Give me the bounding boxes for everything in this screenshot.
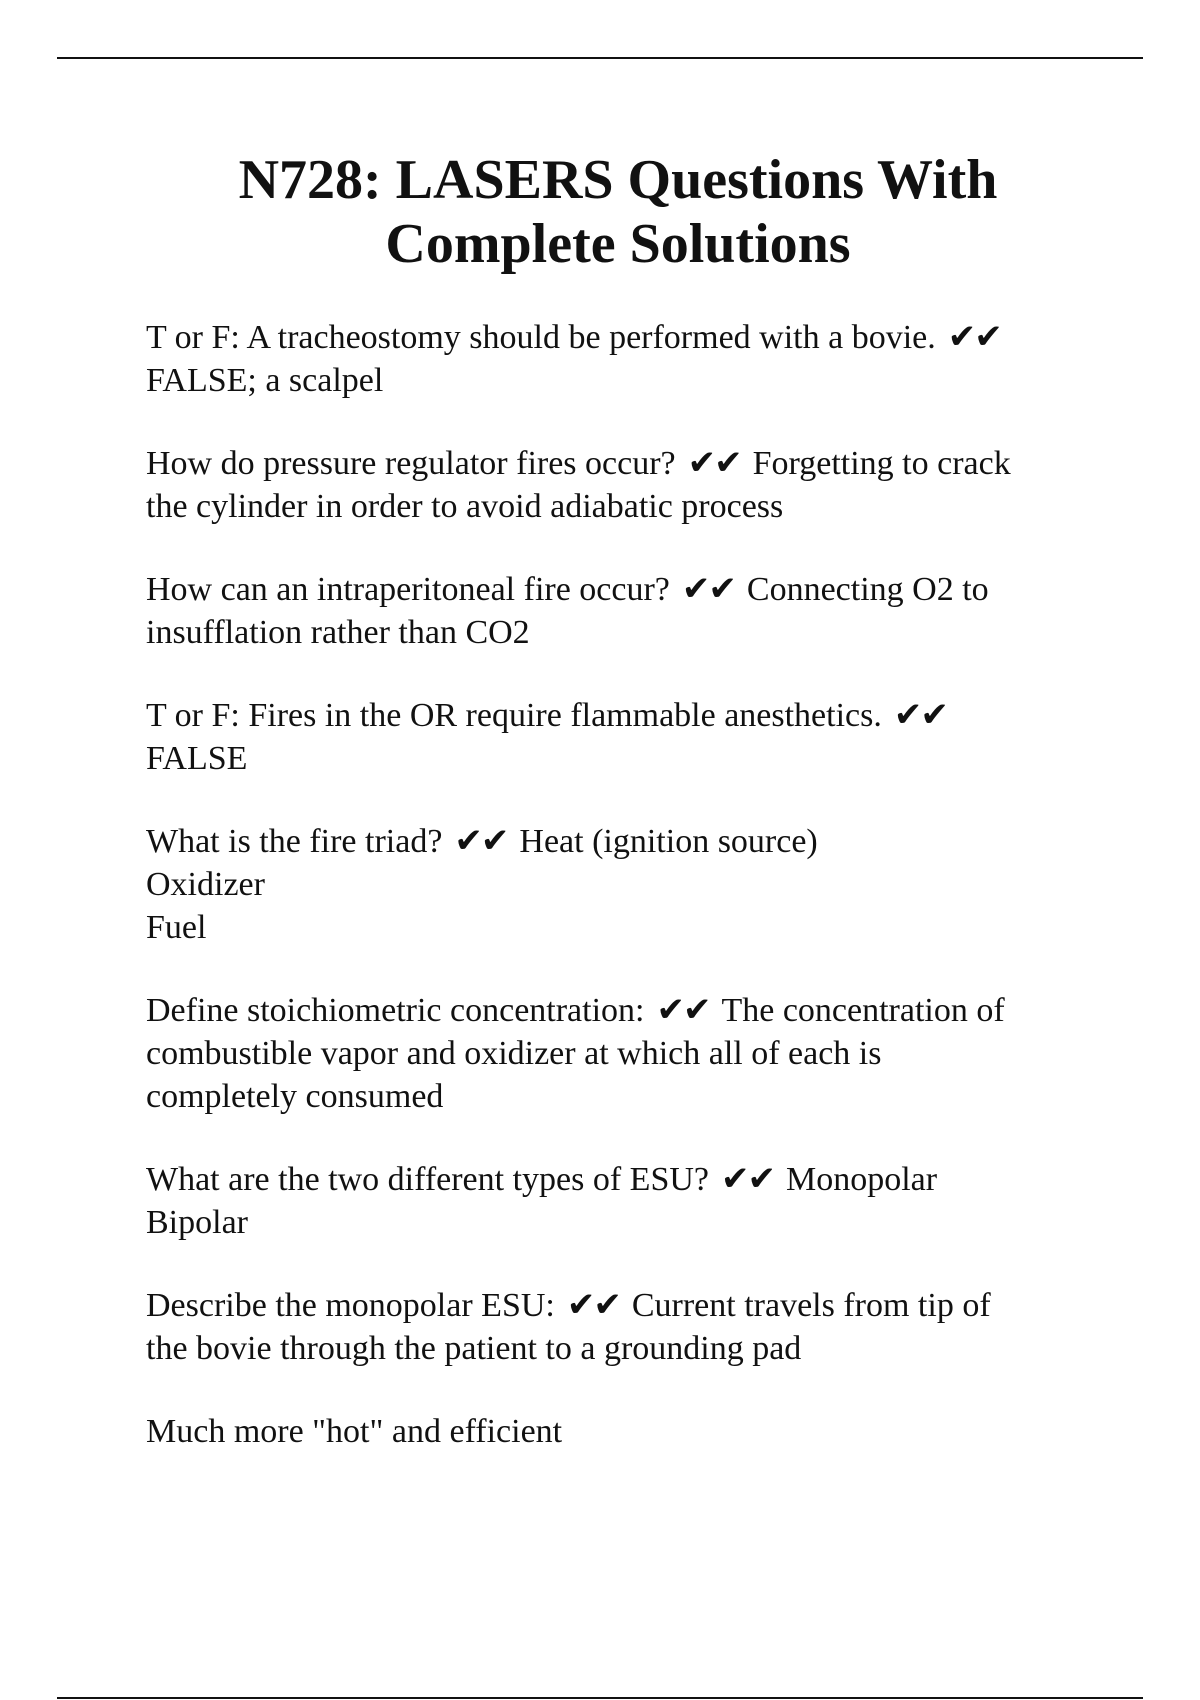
- answer-text: the bovie through the patient to a grounding pad: [146, 1330, 802, 1367]
- question-text: How can an intraperitoneal fire occur?: [146, 571, 670, 608]
- check-icon: ✔✔: [454, 823, 508, 860]
- qa-item-5: [146, 820, 1106, 949]
- check-icon: ✔✔: [681, 571, 735, 608]
- answer-text: combustible vapor and oxidizer at which all of each is: [146, 1035, 882, 1072]
- answer-text: completely consumed: [146, 1078, 444, 1115]
- qa-item-6: [146, 989, 1106, 1118]
- answer-text: Fuel: [146, 909, 207, 946]
- question-text: T or F: Fires in the OR require flammable anesthetics.: [146, 697, 882, 734]
- document-title: [150, 148, 1086, 276]
- answer-text: Connecting O2 to: [746, 571, 989, 608]
- check-icon: ✔✔: [947, 319, 1001, 356]
- qa-item-7: [146, 1158, 1106, 1244]
- qa-item-3: [146, 568, 1106, 654]
- answer-text: Heat (ignition source): [519, 823, 818, 860]
- question-text: Define stoichiometric concentration:: [146, 992, 645, 1029]
- bottom-rule: [57, 1697, 1143, 1699]
- qa-list: [146, 316, 1106, 1493]
- check-icon: ✔✔: [687, 445, 741, 482]
- question-text: How do pressure regulator fires occur?: [146, 445, 676, 482]
- answer-text: Bipolar: [146, 1204, 248, 1241]
- answer-text: Oxidizer: [146, 866, 265, 903]
- answer-text: Current travels from tip of: [631, 1287, 991, 1324]
- qa-item-1: [146, 316, 1106, 402]
- answer-text: FALSE; a scalpel: [146, 362, 384, 399]
- question-text: What are the two different types of ESU?: [146, 1161, 710, 1198]
- question-text: Describe the monopolar ESU:: [146, 1287, 555, 1324]
- check-icon: ✔✔: [893, 697, 947, 734]
- question-text: What is the fire triad?: [146, 823, 443, 860]
- answer-text: The concentration of: [721, 992, 1005, 1029]
- answer-text: insufflation rather than CO2: [146, 614, 530, 651]
- check-icon: ✔✔: [566, 1287, 620, 1324]
- qa-item-4: [146, 694, 1106, 780]
- top-rule: [57, 57, 1143, 59]
- check-icon: ✔✔: [656, 992, 710, 1029]
- check-icon: ✔✔: [721, 1161, 774, 1198]
- question-text: T or F: A tracheostomy should be performed with a bovie.: [146, 319, 936, 356]
- title-line-1: N728: LASERS Questions With: [238, 149, 998, 211]
- answer-text: FALSE: [146, 740, 248, 777]
- qa-item-8: [146, 1284, 1106, 1370]
- answer-text: Monopolar: [786, 1161, 938, 1198]
- answer-text: the cylinder in order to avoid adiabatic process: [146, 488, 784, 525]
- trailing-note: Much more "hot" and efficient: [146, 1413, 563, 1450]
- answer-text: Forgetting to crack: [752, 445, 1011, 482]
- title-line-2: Complete Solutions: [385, 213, 851, 275]
- qa-item-2: [146, 442, 1106, 528]
